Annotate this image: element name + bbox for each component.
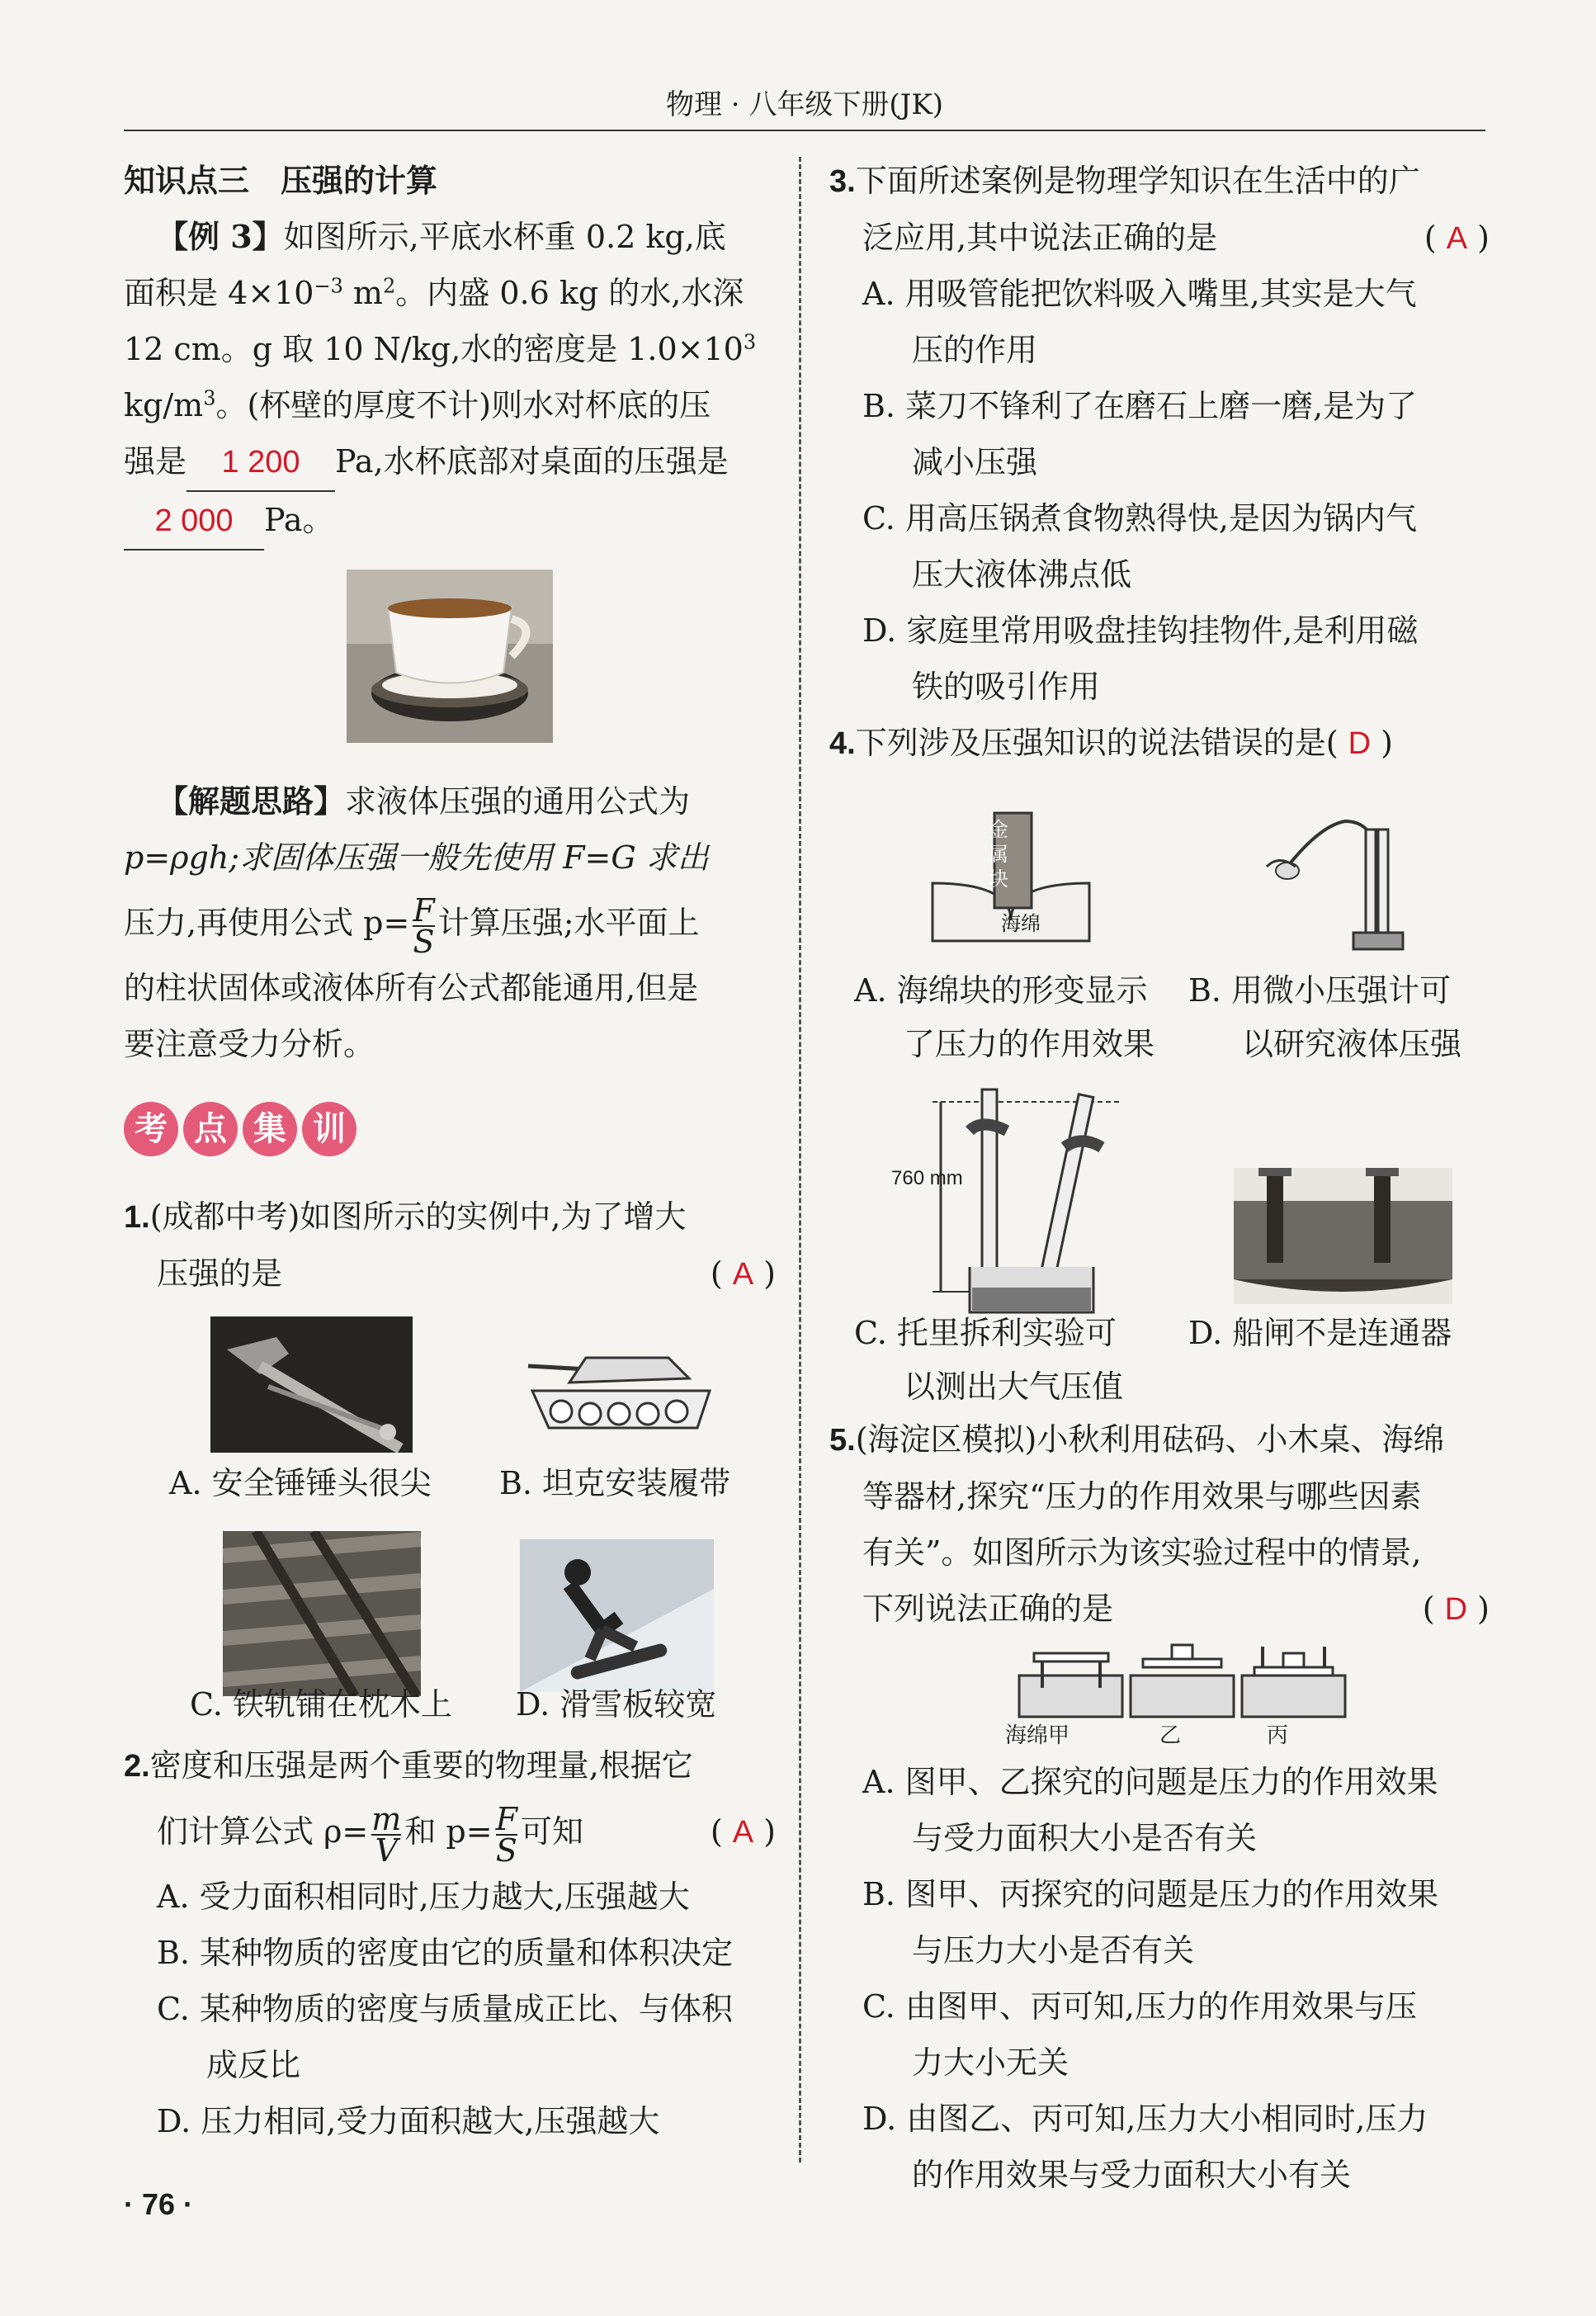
q5-options: A. 图甲、乙探究的问题是压力的作用效果 与受力面积大小是否有关 B. 图甲、丙探究的问题是压力的作用效果 与压力大小是否有关 C. 由图甲、丙可知,压力的作用效果与压 力大小无关 D. 由图乙、丙可知,压力大小相同时,压力 的作用效果与受力面积大小有关 [829,1754,1490,2203]
answer-mark: A [732,1815,754,1850]
solution-line-4: 的柱状固体或液体所有公式都能通用,但是 [124,970,699,1006]
q2-option-c: C. 某种物质的密度与质量成正比、与体积 [157,1991,733,2027]
running-header: 物理 · 八年级下册(JK) [666,88,943,121]
question-2: 2.密度和压强是两个重要的物理量,根据它 们计算公式 ρ= $\frac{m}{V}$ 和 p= $\frac{F}{S}$ 可知 ( A ) A. 受力面积相同时,压力越大,压强越大 B. 某种物质的密度由它的质量和体积决定 C. 某种物质的密度与质量成正比、与体积 成反比 D. 压力相同,受力面积越大,压强越大 [124,1737,776,2149]
answer-blank-1: 1 200 [187,434,335,492]
q2-option-d: D. 压力相同,受力面积越大,压强越大 [157,2103,660,2139]
question-4-stem: 4.下列涉及压强知识的说法错误的是( D ) [829,725,1393,761]
badge-char: 考 [124,1102,178,1156]
cup-photo [347,570,553,743]
solution-line-1: 【解题思路】求液体压强的通用公式为 [157,782,691,820]
tank-drawing [512,1333,726,1449]
answer-mark: D [1348,726,1372,761]
badge-char: 训 [302,1102,357,1156]
header-rule [124,130,1485,131]
fig-label-c: 丙 [1267,1723,1289,1748]
example-line-2: 面积是 $4\times 10^{-3}$ $m^2$。内盛 0.6 kg 的水,水深 [124,274,744,311]
solution-line-5: 要注意受力分析。 [124,1026,375,1062]
mm-label: 760 mm [891,1167,963,1189]
question-5: 5.(海淀区模拟)小秋利用砝码、小木桌、海绵 等器材,探究“压力的作用效果与哪些因素 有关”。如图所示为该实验过程中的情景, 下列说法正确的是 ( D ) [829,1421,1490,1627]
answer-mark: A [1446,221,1468,256]
pressure-gauge-figure [1263,809,1411,957]
column-divider [799,157,801,2162]
q4-caption-b1: B. 用微小压强计可 [1188,972,1452,1009]
q4-caption-a1: A. 海绵块的形变显示 [854,972,1148,1009]
section-title: 知识点三 压强的计算 [124,163,438,199]
q4-caption-c2: 以测出大气压值 [904,1368,1124,1405]
page-number: · 76 · [124,2187,194,2221]
q5-option-b: B. 图甲、丙探究的问题是压力的作用效果 [862,1876,1439,1912]
sponge-block-figure [928,805,1093,945]
example-line-5: 强是 1 200 Pa,水杯底部对桌面的压强是 [124,433,776,492]
q5-option-d: D. 由图乙、丙可知,压力大小相同时,压力 [862,2101,1428,2137]
hammer-photo [210,1316,413,1453]
solution-tag: 【解题思路】 [157,782,346,820]
fig-label-b: 乙 [1159,1723,1182,1748]
right-column [829,153,1490,772]
q3-option-a: A. 用吸管能把饮料吸入嘴里,其实是大气 [862,276,1417,312]
q4-caption-a2: 了压力的作用效果 [904,1026,1155,1062]
torricelli-figure [891,1085,1131,1316]
q1-caption-d: D. 滑雪板较宽 [516,1686,717,1723]
q2-option-c-cont: 成反比 [206,2047,301,2083]
solution-line-2: p=ρgh;求固体压强一般先使用 F=G 求出 [124,839,709,876]
q5-option-a: A. 图甲、乙探究的问题是压力的作用效果 [862,1764,1438,1800]
q4-caption-d: D. 船闸不是连通器 [1188,1315,1452,1351]
example-line-1: 【例 3】如图所示,平底水杯重 0.2 kg,底 [157,218,726,255]
block-label: 金 属 块 [989,818,1008,891]
q3-option-b: B. 菜刀不锋利了在磨石上磨一磨,是为了 [862,388,1418,424]
question-3: 3.下面所述案例是物理学知识在生活中的广 泛应用,其中说法正确的是 ( A ) A. 用吸管能把饮料吸入嘴里,其实是大气 压的作用 B. 菜刀不锋利了在磨石上磨一磨,是为了 减小压强 C. 用高压锅煮食物熟得快,是因为锅内气 压大液体沸点低 D. 家庭里常用吸盘挂钩挂物件,是利用磁 铁的吸引作用 [829,163,1490,705]
question-1: 1.(成都中考)如图所示的实例中,为了增大 压强的是 ( A ) [124,1198,776,1292]
example-line-3: 12 cm。g 取 10 N/kg,水的密度是 $1.0\times 10^3$ [124,330,757,367]
q3-option-d: D. 家庭里常用吸盘挂钩挂物件,是利用磁 [862,612,1419,649]
example-line-6: 2 000 Pa。 [124,492,776,551]
fig-sponge-label: 海绵甲 [1005,1723,1070,1748]
example-line-4: $kg/m^3$。(杯壁的厚度不计)则水对杯底的压 [124,386,711,423]
sponge-label: 海绵 [1001,912,1041,935]
q2-option-b: B. 某种物质的密度由它的质量和体积决定 [157,1935,734,1971]
q4-caption-c1: C. 托里拆利实验可 [854,1315,1117,1351]
snowboard-photo [520,1539,714,1692]
q3-option-c: C. 用高压锅煮食物熟得快,是因为锅内气 [862,500,1417,536]
answer-blank-2: 2 000 [124,493,264,551]
q1-caption-c: C. 铁轨铺在枕木上 [190,1686,452,1723]
left-column [124,153,776,1072]
q2-option-a: A. 受力面积相同时,压力越大,压强越大 [157,1879,690,1915]
answer-mark: D [1444,1592,1468,1627]
badge-char: 集 [243,1102,297,1156]
formula-fraction: $\frac{F}{S}$ [413,891,435,960]
q1-caption-b: B. 坦克安装履带 [499,1465,731,1501]
q5-option-c: C. 由图甲、丙可知,压力的作用效果与压 [862,1988,1417,2025]
q4-caption-b2: 以研究液体压强 [1242,1026,1462,1062]
section-badge [124,1102,361,1168]
solution-line-3: 压力,再使用公式 p= $\frac{F}{S}$ 计算压强;水平面上 [124,891,700,960]
rail-photo [223,1531,421,1696]
example-tag: 【例 3】 [157,218,284,255]
ship-lock-photo [1234,1168,1452,1304]
q1-caption-a: A. 安全锤锤头很尖 [169,1465,432,1501]
badge-char: 点 [183,1102,238,1156]
answer-mark: A [732,1257,754,1292]
table-sponge-figure [1011,1638,1349,1721]
